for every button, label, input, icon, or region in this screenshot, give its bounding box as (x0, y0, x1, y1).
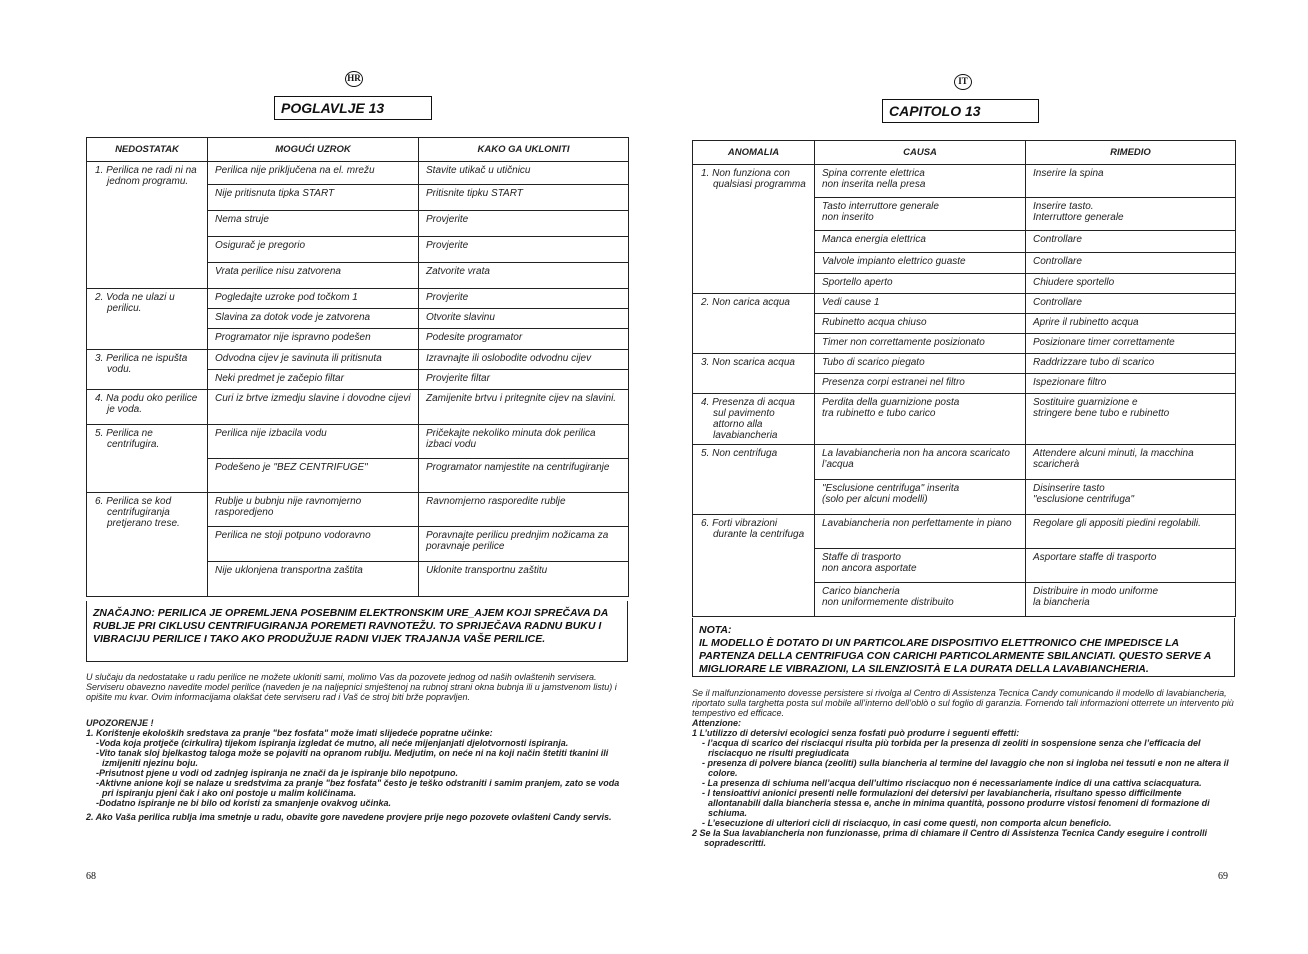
cause-cell: Spina corrente elettrica non inserita nella presa (815, 165, 1026, 198)
page-number-hr: 68 (86, 871, 96, 882)
remedy-cell: Sostituire guarnizione e stringere bene tubo e rubinetto (1026, 394, 1236, 445)
warning-title-hr: UPOZORENJE ! (86, 718, 154, 728)
cause-cell: Rublje u bubnju nije ravnomjerno rasporedjeno (208, 493, 419, 527)
table-row (693, 354, 1236, 374)
table-row (87, 493, 629, 527)
anomaly-text: 3. Non scarica acqua (701, 357, 795, 368)
anomaly-cell (87, 493, 208, 597)
table-row (87, 425, 629, 459)
cause-cell: Manca energia elettrica (815, 231, 1026, 253)
anomaly-cell (693, 445, 815, 515)
remedy-cell: Inserire la spina (1026, 165, 1236, 198)
warning-item: -Aktivne anione koji se nalaze u sredstvima za pranje "bez fosfata" često je teško odstraniti i samim pranjem, zato se voda pri ispiranju pjeni čak i ako oni postoje u malim količinama. (96, 778, 620, 798)
table-row (87, 289, 629, 309)
remedy-cell: Regolare gli appositi piedini regolabili. (1026, 515, 1236, 549)
cause-cell: Podešeno je "BEZ CENTRIFUGE" (208, 459, 419, 493)
anomaly-text: 4. Na podu oko perilice je voda. (95, 393, 198, 415)
column-header-anomaly: ANOMALIA (693, 141, 815, 165)
remedy-cell: Stavite utikač u utičnicu (419, 162, 629, 185)
remedy-cell: Izravnajte ili oslobodite odvodnu cijev (419, 350, 629, 370)
note-title-it: NOTA: (699, 624, 732, 636)
language-badge-hr: HR (345, 71, 363, 87)
remedy-cell: Provjerite (419, 289, 629, 309)
warning-item: - L’esecuzione di ulteriori cicli di risciacquo, in casi come questi, non comporta alcun beneficio. (702, 818, 1112, 828)
cause-cell: Vedi cause 1 (815, 294, 1026, 314)
remedy-cell: Provjerite (419, 237, 629, 263)
cause-cell: Tasto interruttore generale non inserito (815, 198, 1026, 231)
table-row (693, 165, 1236, 198)
remedy-cell: Zatvorite vrata (419, 263, 629, 289)
remedy-cell: Asportare staffe di trasporto (1026, 549, 1236, 583)
cause-cell: Perdita della guarnizione posta tra rubinetto e tubo carico (815, 394, 1026, 445)
anomaly-cell (87, 425, 208, 493)
cause-cell: Pogledajte uzroke pod točkom 1 (208, 289, 419, 309)
column-header-anomaly: NEDOSTATAK (87, 138, 208, 162)
cause-cell: Rubinetto acqua chiuso (815, 314, 1026, 334)
column-header-remedy: KAKO GA UKLONITI (419, 138, 629, 162)
anomaly-text: 1. Perilica ne radi ni na jednom programu. (95, 165, 197, 187)
anomaly-text: 1. Non funziona con qualsiasi programma (701, 168, 806, 190)
remedy-cell: Pričekajte nekoliko minuta dok perilica izbaci vodu (419, 425, 629, 459)
remedy-cell: Otvorite slavinu (419, 309, 629, 329)
warning-item: - l’acqua di scarico dei risciacqui risulta più torbida per la presenza di zeoliti in sospensione senza che l’efficacia del risciacquo ne risulti pregiudicata (702, 738, 1201, 758)
remedy-cell: Posizionare timer correttamente (1026, 334, 1236, 354)
remedy-cell: Raddrizzare tubo di scarico (1026, 354, 1236, 374)
cause-cell: Valvole impianto elettrico guaste (815, 253, 1026, 274)
important-note-it (692, 618, 1235, 677)
warning-point-2-hr: 2. Ako Vaša perilica rublja ima smetnje u radu, obavite gore navedene provjere prije nego pozovete ovlašteni Candy servis. (86, 812, 612, 822)
remedy-cell: Podesite programator (419, 329, 629, 350)
warning-title-it: Attenzione: (692, 718, 741, 728)
column-header-cause: MOGUĆI UZROK (208, 138, 419, 162)
cause-cell: Carico biancheria non uniformemente distribuito (815, 583, 1026, 617)
anomaly-cell (693, 165, 815, 294)
remedy-cell: Zamijenite brtvu i pritegnite cijev na slavini. (419, 390, 629, 425)
cause-cell: Nema struje (208, 211, 419, 237)
warning-point-1-hr: 1. Korištenje ekoloških sredstava za pranje "bez fosfata" može imati slijedeće popratne učinke: (86, 728, 493, 738)
remedy-cell: Chiudere sportello (1026, 274, 1236, 294)
cause-cell: Lavabiancheria non perfettamente in piano (815, 515, 1026, 549)
remedy-cell: Provjerite filtar (419, 370, 629, 390)
cause-cell: Tubo di scarico piegato (815, 354, 1026, 374)
warning-item: - La presenza di schiuma nell’acqua dell’ultimo risciacquo non é necessariamente indice di una cattiva sciacquatura. (702, 778, 1202, 788)
warning-point-2-it: 2 Se la Sua lavabiancheria non funzionasse, prima di chiamare il Centro di Assistenza Tecnica Candy eseguire i controlli sopradescritti. (692, 828, 1207, 848)
table-row (693, 294, 1236, 314)
cause-cell: Vrata perilice nisu zatvorena (208, 263, 419, 289)
anomaly-cell (87, 289, 208, 350)
cause-cell: Neki predmet je začepio filtar (208, 370, 419, 390)
anomaly-cell (693, 515, 815, 617)
anomaly-text: 3. Perilica ne ispušta vodu. (95, 353, 188, 375)
chapter-title-it: CAPITOLO 13 (882, 99, 1039, 123)
remedy-cell: Pritisnite tipku START (419, 185, 629, 211)
anomaly-text: 6. Forti vibrazioni durante la centrifuga (701, 518, 805, 540)
warning-list-hr (86, 738, 628, 808)
remedy-cell: Uklonite transportnu zaštitu (419, 562, 629, 597)
anomaly-text: 2. Non carica acqua (701, 297, 790, 308)
warning-list-it (692, 738, 1235, 828)
remedy-cell: Inserire tasto. Interruttore generale (1026, 198, 1236, 231)
cause-cell: Perilica nije priključena na el. mrežu (208, 162, 419, 185)
anomaly-text: 6. Perilica se kod centrifugiranja pretjerano trese. (95, 496, 180, 529)
cause-cell: Perilica nije izbacila vodu (208, 425, 419, 459)
warning-item: -Prisutnost pjene u vodi od zadnjeg ispiranja ne znači da je ispiranje bilo nepotpuno. (96, 768, 459, 778)
column-header-remedy: RIMEDIO (1026, 141, 1236, 165)
warning-item: - presenza di polvere bianca (zeoliti) sulla biancheria al termine del lavaggio che non si ingloba nei tessuti e non ne altera il colore. (702, 758, 1229, 778)
anomaly-cell (87, 162, 208, 289)
warning-section-hr (86, 718, 628, 822)
warning-item: -Voda koja protječe (cirkulira) tijekom ispiranja izgledat će mutno, ali neće mijenjanjati djelotvornosti ispiranja. (96, 738, 569, 748)
cause-cell: Perilica ne stoji potpuno vodoravno (208, 527, 419, 562)
troubleshooting-table-it (692, 140, 1236, 617)
cause-cell: Presenza corpi estranei nel filtro (815, 374, 1026, 394)
anomaly-cell (87, 390, 208, 425)
remedy-cell: Ispezionare filtro (1026, 374, 1236, 394)
table-row (693, 394, 1236, 445)
column-header-cause: CAUSA (815, 141, 1026, 165)
remedy-cell: Poravnajte perilicu prednjim nožicama za poravnaje perilice (419, 527, 629, 562)
anomaly-cell (693, 354, 815, 394)
cause-cell: Nije uklonjena transportna zaštita (208, 562, 419, 597)
anomaly-cell (87, 350, 208, 390)
page-number-it: 69 (1218, 871, 1228, 882)
cause-cell: Odvodna cijev je savinuta ili pritisnuta (208, 350, 419, 370)
anomaly-text: 2. Voda ne ulazi u perilicu. (95, 292, 175, 314)
warning-item: -Dodatno ispiranje ne bi bilo od koristi za smanjenje ovakvog učinka. (96, 798, 392, 808)
troubleshooting-table-hr (86, 137, 629, 597)
remedy-cell: Aprire il rubinetto acqua (1026, 314, 1236, 334)
cause-cell: Slavina za dotok vode je zatvorena (208, 309, 419, 329)
table-row (693, 445, 1236, 480)
anomaly-text: 4. Presenza di acqua sul pavimento attorno alla lavabiancheria (701, 397, 795, 441)
chapter-title-hr: POGLAVLJE 13 (274, 96, 432, 120)
anomaly-cell (693, 294, 815, 354)
cause-cell: Osigurač je pregorio (208, 237, 419, 263)
anomaly-text: 5. Non centrifuga (701, 448, 778, 459)
cause-cell: Programator nije ispravno podešen (208, 329, 419, 350)
cause-cell: Curi iz brtve izmedju slavine i dovodne cijevi (208, 390, 419, 425)
remedy-cell: Programator namjestite na centrifugiranje (419, 459, 629, 493)
warning-item: -Vito tanak sloj bjelkastog taloga može se pojaviti na opranom rublju. Medjutim, on neće ni na koji način štetiti tkanini ili izmijeniti njezinu boju. (96, 748, 609, 768)
cause-cell: Staffe di trasporto non ancora asportate (815, 549, 1026, 583)
remedy-cell: Controllare (1026, 294, 1236, 314)
important-note-hr: ZNAČAJNO: PERILICA JE OPREMLJENA POSEBNIM ELEKTRONSKIM URE_AJEM KOJI SPREČAVA DA RUBLJE PRI CIKLUSU CENTRIFUGIRANJA POREMETI RAVNOTEŽU. TO SPRIJEČAVA RADNU BUKU I VIBRACIJU PERILICE I TAKO AKO PRODUŽUJE RADNI VIJEK TRAJANJA VAŠE PERILICE. (86, 601, 628, 662)
cause-cell: "Esclusione centrifuga" inserita (solo per alcuni modelli) (815, 480, 1026, 515)
note-text-it: IL MODELLO È DOTATO DI UN PARTICOLARE DISPOSITIVO ELETTRONICO CHE IMPEDISCE LA PARTENZA DELLA CENTRIFUGA CON CARICHI PARTICOLARMENTE SBILANCIATI. QUESTO SERVE A MIGLIORARE LE VIBRAZIONI, LA SILENZIOSITÀ E LA DURATA DELLA LAVABIANCHERIA. (699, 637, 1211, 675)
remedy-cell: Distribuire in modo uniforme la biancheria (1026, 583, 1236, 617)
service-intro-hr: U slučaju da nedostatake u radu perilice ne možete ukloniti sami, molimo Vas da pozovete jednog od naših ovlaštenih servisera. Serviseru obavezno navedite model perilice (naveden je na naljepnici smještenoj na rubnoj strani okna bubnja ili u jamstvenom listu) i opišite mu kvar. Ovim informacijama olakšat ćete serviseru rad i Vaš će stroj biti brže popravljen. (86, 672, 617, 702)
cause-cell: La lavabiancheria non ha ancora scaricato l’acqua (815, 445, 1026, 480)
table-row (693, 515, 1236, 549)
remedy-cell: Ravnomjerno rasporedite rublje (419, 493, 629, 527)
remedy-cell: Attendere alcuni minuti, la macchina scaricherà (1026, 445, 1236, 480)
service-intro-it: Se il malfunzionamento dovesse persistere si rivolga al Centro di Assistenza Tecnica Candy comunicando il modello di lavabiancheria, riportato sulla targhetta posta sul mobile all’interno dell’oblò o sul foglio di garanzia. Fornendo tali informazioni otterrete un intervento più tempestivo ed efficace. (692, 688, 1234, 718)
anomaly-text: 5. Perilica ne centrifugira. (95, 428, 160, 450)
warning-item: - I tensioattivi anionici presenti nelle formulazioni dei detersivi per lavabiancheria, risultano spesso difficilmente allontanabili dalla biancheria stessa e, anche in minima quantità, possono produrre vistosi fenomeni di formazione di schiuma. (702, 788, 1210, 818)
warning-section-it (692, 718, 1235, 848)
remedy-cell: Controllare (1026, 231, 1236, 253)
table-row (87, 162, 629, 185)
language-badge-it: IT (954, 74, 972, 90)
cause-cell: Sportello aperto (815, 274, 1026, 294)
table-row (87, 390, 629, 425)
cause-cell: Timer non correttamente posizionato (815, 334, 1026, 354)
table-row (87, 350, 629, 370)
warning-point-1-it: 1 L’utilizzo di detersivi ecologici senza fosfati può produrre i seguenti effetti: (692, 728, 1020, 738)
remedy-cell: Disinserire tasto "esclusione centrifuga" (1026, 480, 1236, 515)
remedy-cell: Provjerite (419, 211, 629, 237)
anomaly-cell (693, 394, 815, 445)
remedy-cell: Controllare (1026, 253, 1236, 274)
cause-cell: Nije pritisnuta tipka START (208, 185, 419, 211)
